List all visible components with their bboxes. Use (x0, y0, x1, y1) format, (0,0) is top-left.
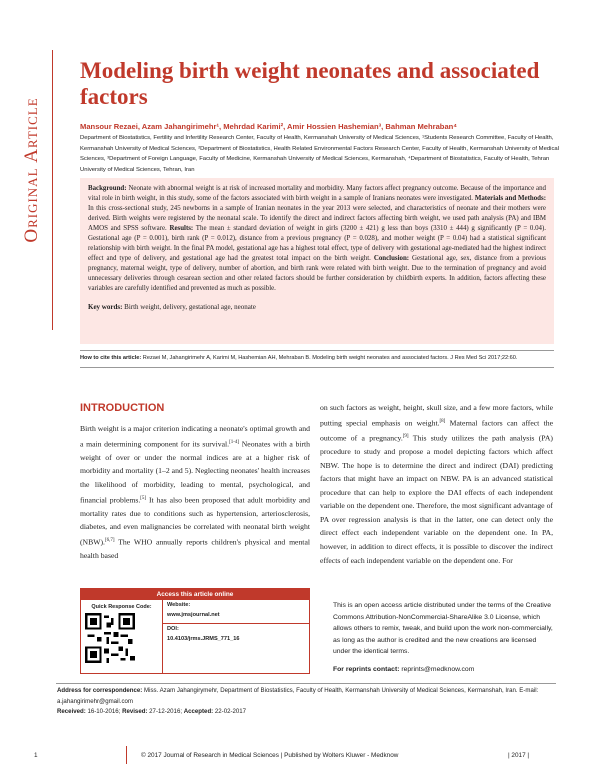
intro-left-p2: Neonates with a birth weight of over or under the normal indices are at a higher risk of morbidity and mortality (1–2 and 5). Neglecting neonates' health increases the likelihood of morbidity, leading to mental, psychological, and financial problems. (80, 439, 310, 505)
keywords-text: Birth weight, delivery, gestational age, neonate (122, 302, 256, 311)
conclusion-text: Gestational age, sex, distance from a previous pregnancy, maternal weight, type of delivery, number of abortion, and birth rank were related with birth weight. Due to the termination of pregnancy and avoid unnecessary deliveries through cesarean section and other related factors should be further consideration by childbirth experts. In addition, factors affecting these variables are carefully identified and prevented as much as possible. (88, 255, 546, 293)
accepted-date: 22-02-2017 (213, 708, 247, 715)
website-row (163, 600, 309, 624)
citation: [9] (402, 433, 409, 439)
intro-column-left (80, 422, 310, 563)
background-label: Background: (88, 185, 127, 192)
received-date: 16-10-2016; (85, 708, 121, 715)
background-text: Neonate with abnormal weight is at risk of increased mortality and morbidity. Many factors affect pregnancy outcome. Because of the importance and vital role in birth weight, in this study, some of the factors associated with birth weight in a sample of Iranians neonates were investigated. (88, 185, 546, 203)
correspondence-label: Address for correspondence: (57, 687, 143, 694)
accepted-label: Accepted: (183, 708, 214, 715)
doi-row (163, 624, 309, 648)
results-text: The mean ± standard deviation of weight in girls (3200 ± 421) g less than boys (3310 ± 444) g significantly (P = 0.04). Gestational age (P = 0.001), birth rank (P = 0.012), distance from a previous pregnancy (P = 0.028), and mother weight (P = 0.04) had a statistical significant relationship with birth weight. In the final PA model, gestational age has a highest total effect, type of delivery with gestational age-mediated had the highest indirect effect and type of delivery, and gestational age had the greatest total impact on the birth weight. (88, 225, 546, 263)
results-label: Results: (169, 225, 194, 233)
access-online-heading: Access this article online (81, 589, 309, 600)
abstract-box (80, 178, 554, 344)
footer-year: | 2017 | (508, 752, 530, 759)
citation: [8] (439, 418, 446, 424)
intro-left-p3: It has also been proposed that adult morbidity and mortality rates due to conditions such as hypertension, arteriosclerosis, diabetes, and even malignancies be correlated with neonatal birth weight (NBW). (80, 495, 310, 547)
citation: [6,7] (104, 537, 115, 543)
access-online-box (80, 588, 310, 674)
how-to-cite-text: Rezaei M, Jahangirimehr A, Karimi M, Hashemian AH, Mehraban B. Modeling birth weight neonates and associated factors. J Res Med Sci 2017;22:60. (141, 355, 518, 361)
intro-right-p2: Maternal factors can affect the outcome of a pregnancy. (320, 418, 553, 443)
reprints-label: For reprints contact: (333, 665, 400, 673)
citation: [5] (140, 495, 147, 501)
page-number: 1 (34, 752, 38, 759)
intro-column-right (320, 401, 553, 567)
methods-text: In this cross-sectional study, 245 newborns in a sample of Iranian neonates in the year 2013 were selected, and characteristics of neonate and their mothers were derived. Birth weights were registered by the neonatal scale. To identify the direct and indirect factors affecting birth weight, we used path analysis (PA) and IBM AMOS and SPSS software. (88, 205, 546, 233)
qr-label: Quick Response Code: (91, 604, 152, 610)
intro-right-p3: This study utilizes the path analysis (PA) procedure to study and propose a model depicting factors which affect NBW. The hope is to determine the direct and indirect (DAI) predicting factors that might have an impact on NBW. PA is an advanced statistical procedure that can help to explore the DAI effects of each independent variable on the dependent one. Therefore, the most significant advantage of PA over regression analysis is that in the latter, one can detect only the direct effect each independent variable on the dependent one. In PA, however, in addition to direct effects, it is possible to discover the indirect effects of each independent variable on the dependent one. For (320, 433, 553, 565)
footer-divider (126, 746, 127, 764)
correspondence-text: Miss. Azam Jahangirymehr, Department of Biostatistics, Faculty of Health, Kermanshah University of Medical Sciences, Kermanshah, Iran. E-mail: a.jahangirimehr@gmail.com (57, 687, 539, 705)
methods-label: Materials and Methods: (474, 195, 546, 203)
abstract-text (88, 184, 546, 295)
keywords (88, 302, 546, 312)
how-to-cite-label: How to cite this article: (80, 355, 142, 361)
side-rule (52, 50, 53, 330)
website-link[interactable]: www.jmsjournal.net (167, 612, 220, 618)
intro-right-p1: on such factors as weight, height, skull size, and a few more factors, while putting special emphasis on weight. (320, 403, 553, 428)
conclusion-label: Conclusion: (373, 255, 410, 263)
qr-code-icon[interactable] (85, 613, 135, 663)
footer-copyright: © 2017 Journal of Research in Medical Sciences | Published by Wolters Kluwer - Medknow (141, 752, 399, 759)
doi-label: DOI: (167, 626, 179, 632)
revised-label: Revised: (122, 708, 148, 715)
intro-left-p1: Birth weight is a major criterion indicating a neonate's optimal growth and a main determining component for its survival. (80, 424, 310, 449)
intro-left-p4: The WHO annually reports children's physical and mental health based (80, 537, 310, 561)
doi-link[interactable]: 10.4103/jrms.JRMS_771_16 (167, 636, 240, 642)
affiliations: Department of Biostatistics, Fertility and Infertility Research Center, Faculty of Health, Kermanshah University of Medical Sciences, ¹Students Research Committee, Faculty of Health, Kermanshah University of Medical Sciences, ²Department of Biostatistics, Health Related Environmental Factors Research Center, Faculty of Health, Kermanshah University of Medical Sciences, ³Department of Foreign Language, Faculty of Medicine, Kermanshah University of Medical Sciences, Kermanshah, ⁴Department of Biostatistics, Faculty of Health, Tehran University of Medical Sciences, Tehran, Iran (80, 135, 559, 173)
reprints-email[interactable]: reprints@medknow.com (399, 665, 475, 673)
footer-rule (56, 683, 556, 684)
license-notice (333, 600, 553, 676)
received-label: Received: (57, 708, 86, 715)
article-title: Modeling birth weight neonates and associated factors (80, 58, 540, 109)
authors: Mansour Rezaei, Azam Jahangirimehr¹, Mehrdad Karimi², Amir Hossien Hashemian³, Bahman Mehraban⁴ (80, 122, 458, 131)
section-heading-introduction: INTRODUCTION (80, 402, 165, 414)
citation: [1-4] (229, 439, 240, 445)
how-to-cite (80, 350, 554, 368)
website-label: Website: (167, 602, 191, 608)
license-text: This is an open access article distributed under the terms of the Creative Commons Attribution-NonCommercial-ShareAlike 3.0 License, which allows others to remix, tweak, and build upon the work non-commercially, as long as the author is credited and the new creations are licensed under the identical terms. (333, 602, 553, 656)
reprints-line (333, 664, 553, 676)
keywords-label: Key words: (88, 302, 123, 311)
qr-cell (81, 600, 163, 673)
revised-date: 27-12-2016; (147, 708, 183, 715)
article-type-label: Original Article (21, 97, 42, 243)
correspondence (57, 686, 557, 718)
